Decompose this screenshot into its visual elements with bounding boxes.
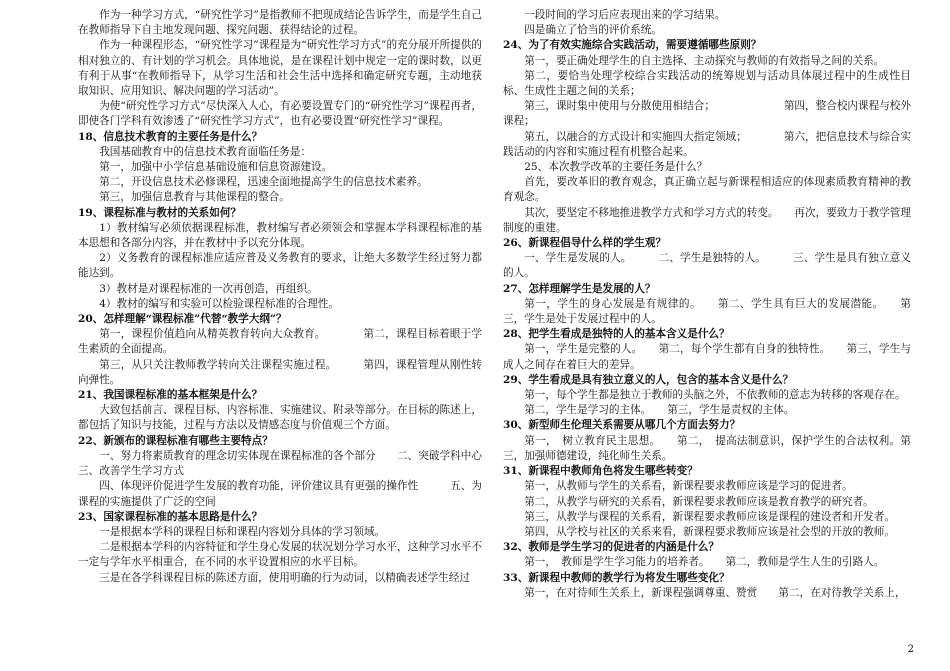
paragraph: 作为一种学习方式，“研究性学习”是指教师不把现成结论告诉学生，而是学生自己在教师指导下自主地发现问题、探究问题、获得结论的过程。 (78, 9, 482, 37)
paragraph: 25、本次教学改革的主要任务是什么？ (524, 161, 708, 174)
paragraph: 第一，课程价值趋向从精英教育转向大众教育。 第二，课程目标着眼于学生素质的全面提高。 (78, 328, 482, 356)
paragraph: 其次，要坚定不移地推进教学方式和学习方式的转变。 再次，要致力于教学管理制度的重建。 (503, 206, 911, 234)
paragraph: 第一， 树立教育民主思想。 第二， 提高法制意识，保护学生的合法权利。第三，加强师德建设，纯化师生关系。 (503, 434, 911, 462)
page-number: 2 (907, 643, 914, 655)
question-heading: 22、新颁布的课程标准有哪些主要特点？ (78, 434, 273, 447)
paragraph: 第三，课时集中使用与分散使用相结合； 第四，整合校内课程与校外课程； (503, 100, 911, 128)
paragraph: 首先，要改革旧的教育观念，真正确立起与新课程相适应的体现素质教育精神的教育观念。 (503, 176, 911, 204)
paragraph: 1）教材编写必须依据课程标准，教材编写者必须领会和掌握本学科课程标准的基本思想和各部分内容，并在教材中予以充分体现。 (78, 221, 482, 250)
paragraph: 第二，开设信息技术必修课程，迅速全面地提高学生的信息技术素养。 (99, 176, 428, 189)
paragraph: 第二，要恰当处理学校综合实践活动的统筹规划与活动具体展过程中的生成性目标、生成性主题之间的关系； (503, 69, 911, 98)
question-heading: 27、怎样理解学生是发展的人？ (503, 282, 656, 295)
paragraph: 一段时间的学习后应表现出来的学习结果。 (524, 9, 726, 21)
question-heading: 24、为了有效实施综合实践活动，需要遵循哪些原则？ (503, 39, 762, 52)
paragraph: 第四，从学校与社区的关系来看，新课程要求教师应该是社会型的开放的教师。 (524, 525, 895, 538)
question-heading: 21、我国课程标准的基本框架是什么？ (78, 389, 263, 402)
paragraph: 第一，从教师与学生的关系看，新课程要求教师应该是学习的促进者。 (524, 480, 853, 493)
paragraph: 二是根据本学科的内容特征和学生身心发展的状况划分学习水平，这种学习水平不一定与学年水平相重合，在不同的水平设置相应的水平目标。 (78, 541, 482, 569)
paragraph: 一、努力将素质教育的理念切实体现在课程标准的各个部分 二、突破学科中心 三、改善学生学习方式 (78, 449, 493, 478)
paragraph: 第一， 教师是学生学习能力的培养者。 第二，教师是学生人生的引路人。 (524, 556, 885, 569)
paragraph: 第三，加强信息教育与其他课程的整合。 (99, 191, 290, 204)
question-heading: 23、国家课程标准的基本思路是什么？ (78, 510, 263, 523)
paragraph: 第二，从教学与研究的关系看，新课程要求教师应该是教育教学的研究者。 (524, 495, 874, 508)
question-heading: 19、课程标准与教材的关系如何？ (78, 206, 242, 219)
paragraph: 第一，每个学生都是独立于教师的头脑之外，不依教师的意志为转移的客观存在。 (524, 389, 906, 402)
paragraph: 一是根据本学科的课程目标和课程内容划分具体的学习领域。 (99, 525, 386, 538)
question-heading: 32、教师是学生学习的促进者的内涵是什么？ (503, 541, 720, 554)
paragraph: 三是在各学科课程目标的陈述方面，使用明确的行为动词，以精确表述学生经过 (99, 571, 470, 584)
paragraph: 第一，学生的身心发展是有规律的。 第二、学生具有巨大的发展潜能。 第三，学生是处于发展过程中的人。 (503, 297, 911, 326)
paragraph: 第三，从教学与课程的关系看，新课程要求教师应该是课程的建设者和开发者。 (524, 510, 895, 523)
question-heading: 31、新课程中教师角色将发生哪些转变？ (503, 465, 698, 478)
paragraph: 3）教材是对课程标准的一次再创造，再组织。 (99, 282, 318, 295)
paragraph: 我国基础教育中的信息技术教育面临任务是： (99, 145, 312, 158)
question-heading: 28、把学生看成是独特的人的基本含义是什么？ (503, 328, 730, 341)
paragraph: 四、体现评价促进学生发展的教育功能，评价建议具有更强的操作性 五、为课程的实施提供了广泛的空间 (78, 480, 482, 508)
left-column (78, 8, 493, 586)
question-heading: 29、学生看成是具有独立意义的人，包含的基本含义是什么？ (503, 373, 794, 386)
paragraph: 第五，以融合的方式设计和实施四大指定领域； 第六，把信息技术与综合实践活动的内容和实施过程有机整合起来。 (503, 130, 911, 158)
question-heading: 18、信息技术教育的主要任务是什么？ (78, 130, 263, 143)
right-column (503, 8, 911, 601)
paragraph: 四是确立了恰当的评价系统。 (524, 24, 662, 37)
paragraph: 大致包括前言、课程目标、内容标准、实施建议、附录等部分。在目标的陈述上，都包括了知识与技能，过程与方法以及情感态度与价值观三个方面。 (78, 404, 482, 432)
question-heading: 30、新型师生伦理关系需要从哪几个方面去努力？ (503, 419, 741, 432)
paragraph: 第二，学生是学习的主体。 第三，学生是责权的主体。 (524, 404, 795, 417)
paragraph: 4）教材的编写和实验可以检验课程标准的合理性。 (99, 297, 339, 310)
paragraph: 作为一种课程形态，“研究性学习”课程是为“研究性学习方式”的充分展开所提供的相对独立的、有计划的学习机会。具体地说，是在课程计划中规定一定的课时数，以更有利于从事“在教师指导下，从学习生活和社会生活中选择和确定研究专题，主动地获取知识、应用知识、解决问题的学习活动”。 (78, 39, 482, 98)
paragraph: 第一，要正确处理学生的自主选择、主动探究与教师的有效指导之间的关系。 (524, 54, 885, 67)
paragraph: 2）义务教育的课程标准应适应普及义务教育的要求，让绝大多数学生经过努力都能达到。 (78, 252, 482, 280)
paragraph: 第一，学生是完整的人。 第二，每个学生都有自身的独特性。 第三，学生与成人之间存在着巨大的差异。 (503, 343, 911, 371)
paragraph: 一、学生是发展的人。 二、学生是独特的人。 三、学生是具有独立意义的人。 (503, 252, 911, 280)
paragraph: 第一，在对待师生关系上，新课程强调尊重、赞赏 第二，在对待教学关系上， (524, 586, 906, 599)
paragraph: 为使“研究性学习方式”尽快深入人心，有必要设置专门的“研究性学习”课程再者，即使各门学科有效渗透了“研究性学习方式”，也有必要设置“研究性学习”课程。 (78, 100, 482, 128)
question-heading: 26、新课程倡导什么样的学生观？ (503, 237, 667, 250)
question-heading: 20、怎样理解“课程标准”代替“教学大纲”？ (78, 313, 287, 326)
paragraph: 第三，从只关注教师教学转向关注课程实施过程。 第四，课程管理从刚性转向弹性。 (78, 358, 482, 386)
question-heading: 33、新课程中教师的教学行为将发生哪些变化？ (503, 571, 730, 584)
paragraph: 第一，加强中小学信息基础设施和信息资源建设。 (99, 161, 333, 174)
